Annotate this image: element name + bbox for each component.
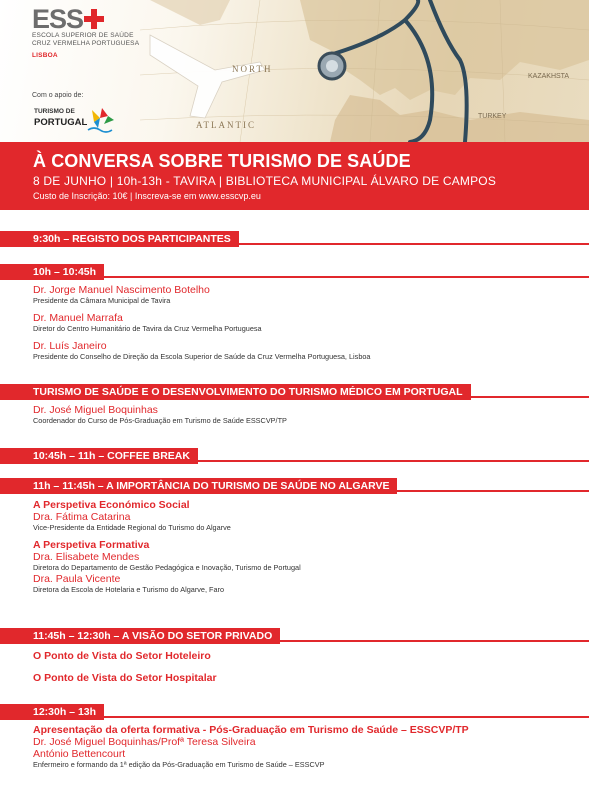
logo-line-1: ESCOLA SUPERIOR DE SAÚDE bbox=[32, 32, 134, 39]
topic-title: A Perspetiva Económico Social bbox=[33, 499, 190, 511]
section-heading: 12:30h – 13h bbox=[0, 704, 104, 720]
tp-flower-icon bbox=[86, 106, 116, 134]
event-registration-info: Custo de Inscrição: 10€ | Inscreva-se em www.esscvp.eu bbox=[33, 191, 261, 201]
red-cross-icon bbox=[84, 9, 104, 29]
speaker-name: Dra. Paula Vicente bbox=[33, 573, 121, 585]
topic-title: A Perspetiva Formativa bbox=[33, 539, 150, 551]
agenda-section-private-sector bbox=[0, 626, 589, 702]
agenda-section-registration bbox=[0, 229, 589, 262]
map-label-atlantic: ATLANTIC bbox=[196, 120, 256, 130]
logo-wordmark: ESS bbox=[32, 4, 84, 34]
tp-logo-line-2: PORTUGAL bbox=[34, 117, 88, 128]
tp-logo-line-1: TURISMO DE bbox=[34, 108, 75, 115]
event-date-location: 8 DE JUNHO | 10h-13h - TAVIRA | BIBLIOTECA MUNICIPAL ÁLVARO DE CAMPOS bbox=[33, 174, 497, 188]
section-heading: 10h – 10:45h bbox=[0, 264, 104, 280]
section-heading: 11h – 11:45h – A IMPORTÂNCIA DO TURISMO DE SAÚDE NO ALGARVE bbox=[0, 478, 397, 494]
section-heading: 9:30h – REGISTO DOS PARTICIPANTES bbox=[0, 231, 239, 247]
speaker-name: Dr. José Miguel Boquinhas bbox=[33, 404, 158, 416]
map-label-north: NORTH bbox=[232, 64, 273, 74]
agenda-section-medical-tourism bbox=[0, 382, 589, 446]
speaker-role: Presidente do Conselho de Direção da Escola Superior de Saúde da Cruz Vermelha Portuguesa, Lisboa bbox=[33, 352, 371, 361]
esscvp-logo bbox=[32, 6, 152, 60]
agenda bbox=[0, 229, 589, 782]
speaker-role: Coordenador do Curso de Pós-Graduação em Turismo de Saúde ESSCVP/TP bbox=[33, 416, 287, 425]
agenda-section-coffee-break bbox=[0, 446, 589, 476]
speaker-name: Dr. Luís Janeiro bbox=[33, 340, 107, 352]
section-heading: 11:45h – 12:30h – A VISÃO DO SETOR PRIVADO bbox=[0, 628, 280, 644]
topic-title: O Ponto de Vista do Setor Hoteleiro bbox=[33, 650, 211, 662]
speaker-name: António Bettencourt bbox=[33, 748, 126, 760]
speaker-role: Vice-Presidente da Entidade Regional do Turismo do Algarve bbox=[33, 523, 231, 532]
turismo-de-portugal-logo bbox=[34, 106, 114, 134]
speaker-name: Dr. Jorge Manuel Nascimento Botelho bbox=[33, 284, 210, 296]
agenda-section-opening bbox=[0, 262, 589, 382]
map-label-turkey: TURKEY bbox=[478, 113, 507, 120]
topic-title: Apresentação da oferta formativa - Pós-Graduação em Turismo de Saúde – ESSCVP/TP bbox=[33, 724, 469, 736]
map-label-kazakhstan: KAZAKHSTA bbox=[528, 73, 570, 80]
speaker-name: Dr. José Miguel Boquinhas/Profª Teresa Silveira bbox=[33, 736, 256, 748]
speaker-name: Dra. Fátima Catarina bbox=[33, 511, 131, 523]
logo-city: LISBOA bbox=[32, 52, 58, 59]
event-title: À CONVERSA SOBRE TURISMO DE SAÚDE bbox=[33, 151, 411, 171]
speaker-role: Presidente da Câmara Municipal de Tavira bbox=[33, 296, 171, 305]
topic-title: O Ponto de Vista do Setor Hospitalar bbox=[33, 672, 217, 684]
speaker-role: Diretor do Centro Humanitário de Tavira da Cruz Vermelha Portuguesa bbox=[33, 324, 262, 333]
section-heading: TURISMO DE SAÚDE E O DESENVOLVIMENTO DO TURISMO MÉDICO EM PORTUGAL bbox=[0, 384, 471, 400]
agenda-section-algarve bbox=[0, 476, 589, 626]
agenda-section-closing bbox=[0, 702, 589, 782]
logo-line-2: CRUZ VERMELHA PORTUGUESA bbox=[32, 40, 140, 47]
speaker-name: Dra. Elisabete Mendes bbox=[33, 551, 140, 563]
speaker-role: Diretora da Escola de Hotelaria e Turismo do Algarve, Faro bbox=[33, 585, 225, 594]
header-hero bbox=[0, 0, 589, 142]
support-label: Com o apoio de: bbox=[32, 92, 84, 99]
speaker-role: Enfermeiro e formando da 1ª edição da Pós-Graduação em Turismo de Saúde – ESSCVP bbox=[33, 760, 325, 769]
section-heading: 10:45h – 11h – COFFEE BREAK bbox=[0, 448, 198, 464]
title-banner bbox=[0, 142, 589, 210]
speaker-role: Diretora do Departamento de Gestão Pedagógica e Inovação, Turismo de Portugal bbox=[33, 563, 301, 572]
speaker-name: Dr. Manuel Marrafa bbox=[33, 312, 123, 324]
